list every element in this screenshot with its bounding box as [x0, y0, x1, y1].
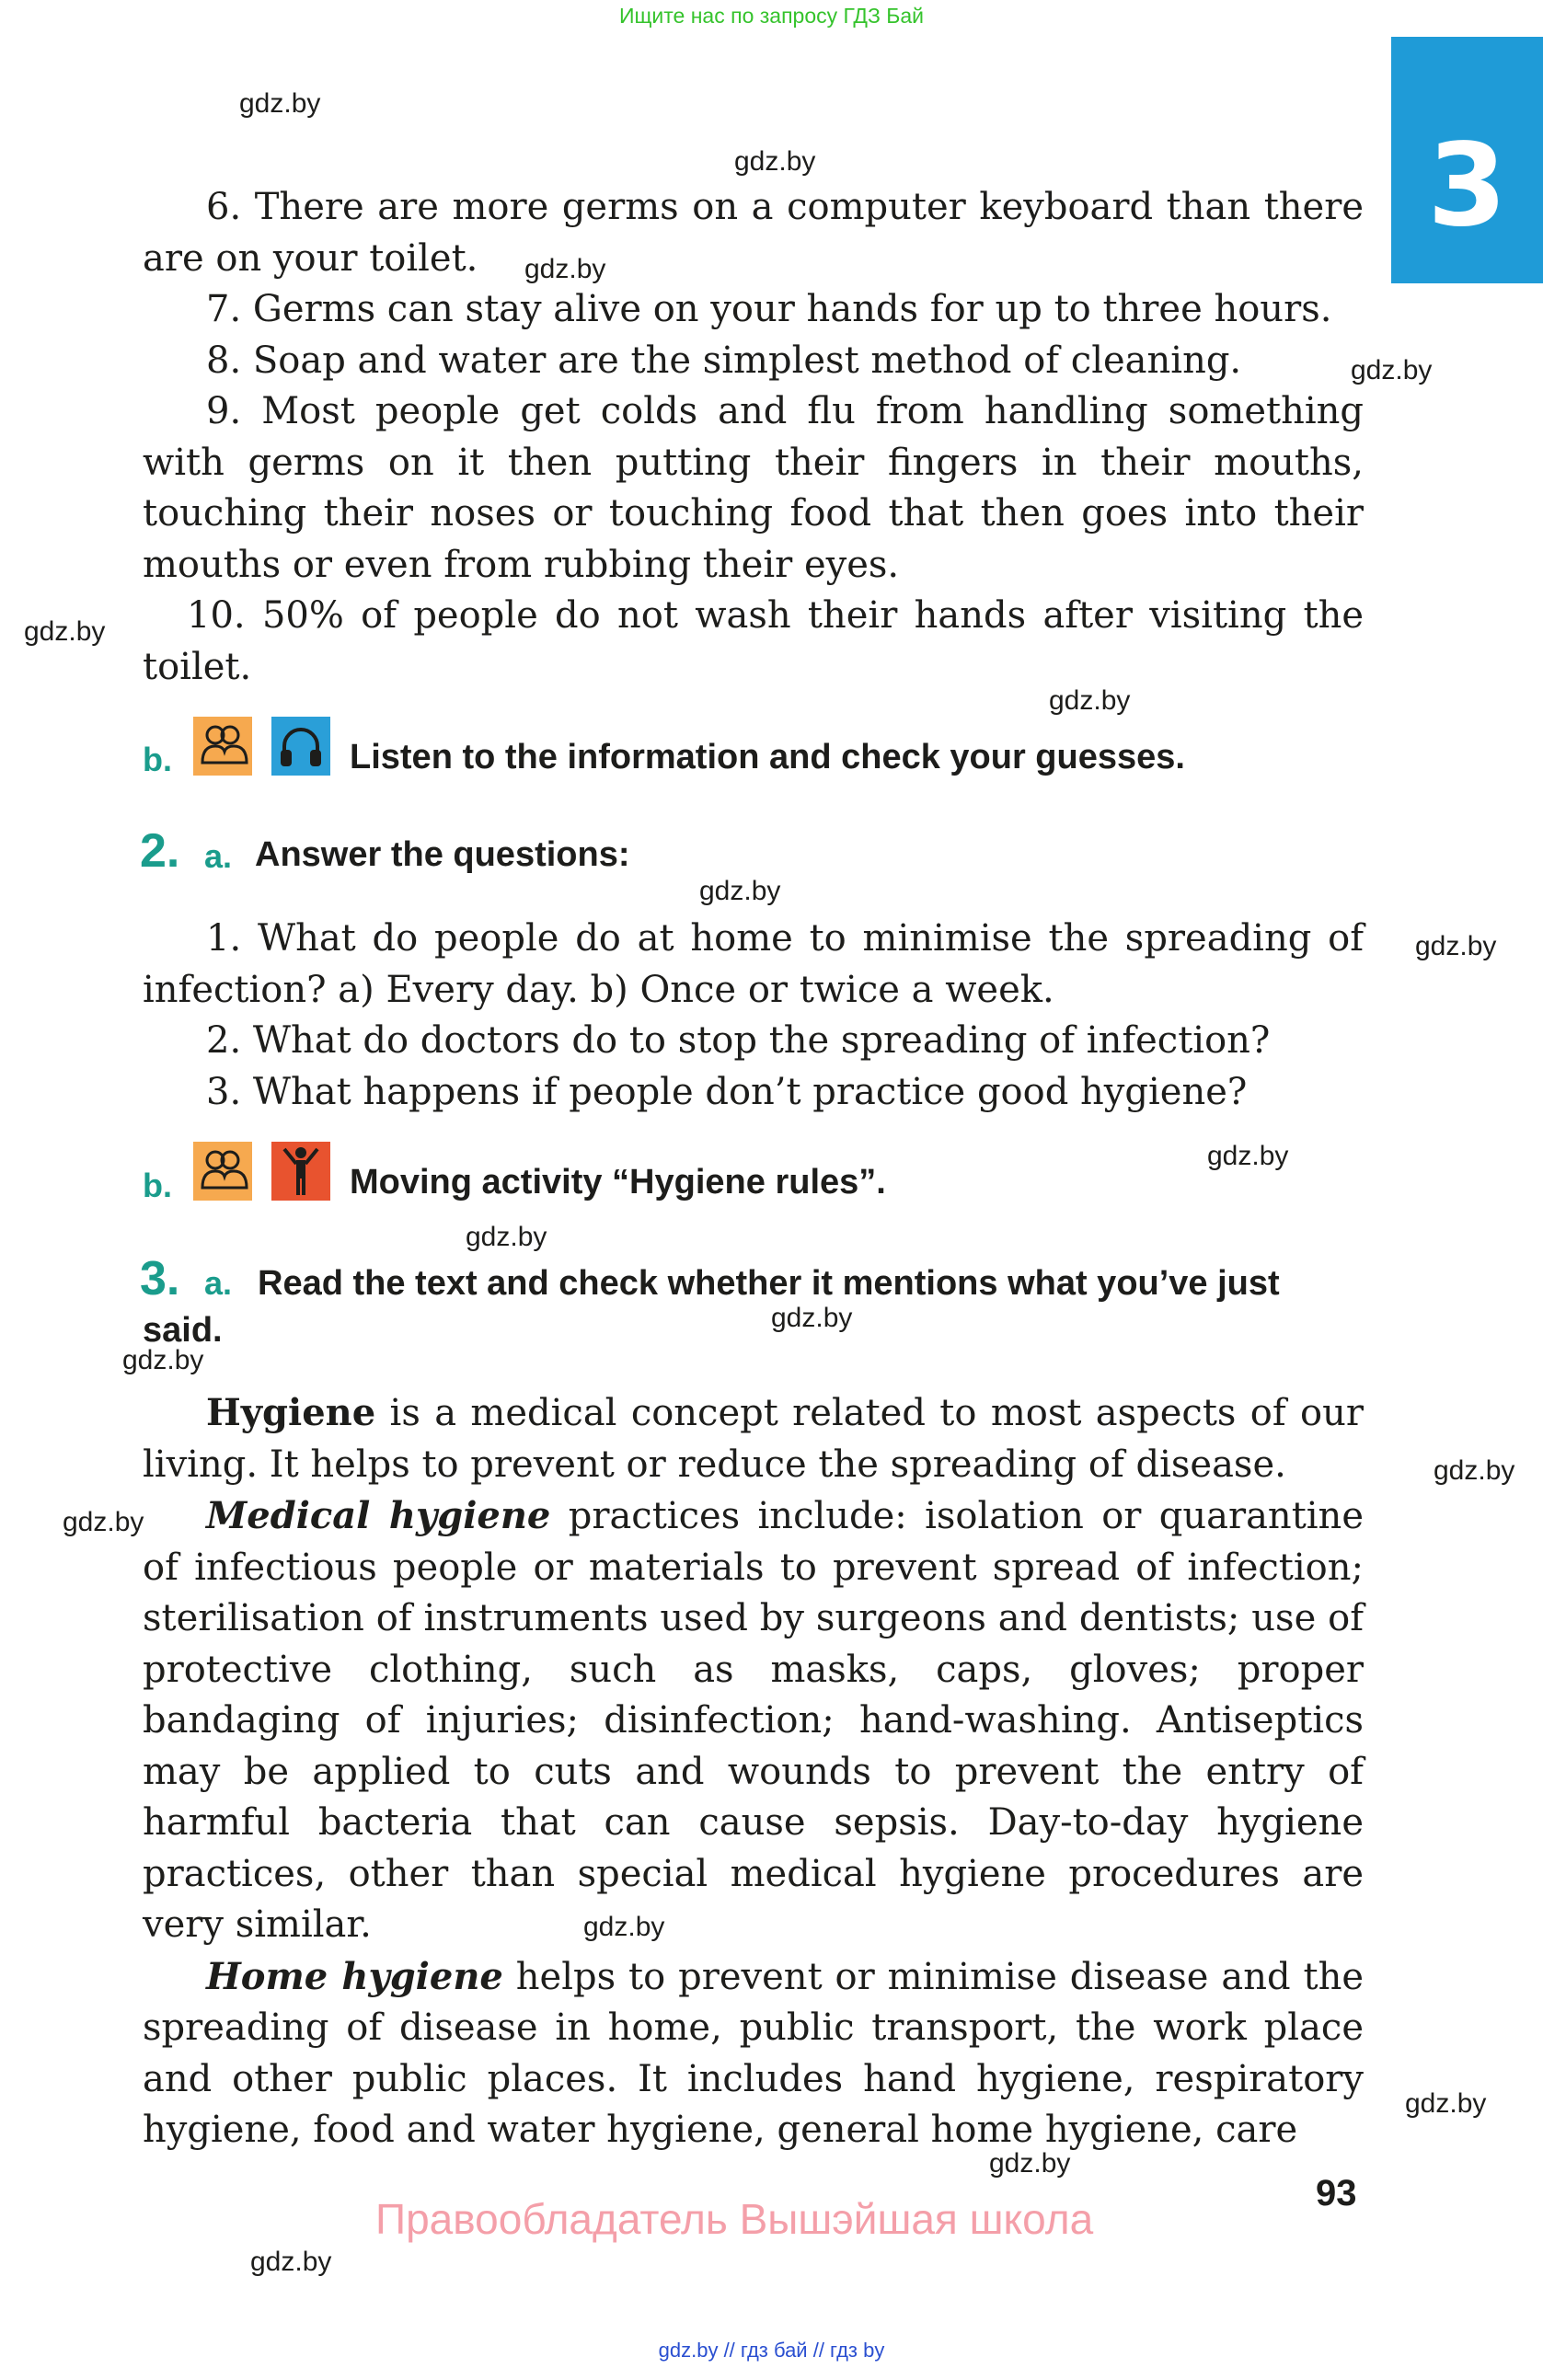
- reading-text: [143, 1387, 1364, 2156]
- watermark: gdz.by: [250, 2247, 332, 2277]
- paragraph: Medical hygiene practices include: isolation or quarantine of infectious people or materials to prevent spread of infection; sterilisation of instruments used by surgeons and dentists; use of protective clothing, such as masks, caps, gloves; proper bandaging of injuries; disinfection; hand-washing. Antiseptics may be applied to cuts and wounds to prevent the entry of harmful bacteria that can cause sepsis. Day-to-day hygiene practices, other than special medical hygiene procedures are very similar.: [143, 1494, 1364, 1946]
- exercise-2b-instruction: Moving activity “Hygiene rules”.: [350, 1163, 886, 1201]
- exercise-2a-letter: a.: [204, 837, 233, 875]
- watermark: gdz.by: [122, 1345, 204, 1375]
- watermark: gdz.by: [239, 88, 321, 119]
- exercise-3a-letter: a.: [204, 1264, 233, 1302]
- list-item: 3. What happens if people don’t practice good hygiene?: [206, 1070, 1248, 1113]
- fact-list: [143, 182, 1364, 693]
- moving-person-icon: [271, 1142, 330, 1201]
- watermark: gdz.by: [1434, 1455, 1515, 1486]
- watermark: gdz.by: [583, 1912, 665, 1942]
- watermark: gdz.by: [63, 1507, 144, 1537]
- watermark: gdz.by: [989, 2148, 1071, 2179]
- watermark: gdz.by: [1415, 931, 1497, 961]
- watermark: gdz.by: [1405, 2088, 1487, 2119]
- copyright-notice: Правообладатель Вышэйшая школа: [375, 2195, 1094, 2243]
- exercise-3-number: 3.: [140, 1252, 180, 1305]
- headphones-icon: [271, 717, 330, 776]
- paragraph: Hygiene is a medical concept related to most aspects of our living. It helps to prevent or reduce the spreading of disease.: [143, 1391, 1364, 1486]
- watermark: gdz.by: [1207, 1141, 1289, 1171]
- watermark: gdz.by: [734, 146, 816, 177]
- chapter-tab: [1391, 37, 1543, 283]
- exercise-2-number: 2.: [140, 824, 180, 878]
- pair-work-icon: [193, 717, 252, 776]
- list-item: 7. Germs can stay alive on your hands for up to three hours.: [206, 288, 1332, 330]
- list-item: 6. There are more germs on a computer keyboard than there are on your toilet.: [143, 186, 1364, 280]
- pair-work-icon: [193, 1142, 252, 1201]
- exercise-1b-letter: b.: [143, 741, 172, 778]
- exercise-1b-instruction: Listen to the information and check your guesses.: [350, 738, 1185, 776]
- list-item: 10. 50% of people do not wash their hands after visiting the toilet.: [143, 594, 1365, 688]
- list-item: 1. What do people do at home to minimise the spreading of infection? a) Every day. b) Once or twice a week.: [143, 917, 1364, 1011]
- watermark: gdz.by: [24, 616, 106, 647]
- exercise-3a-instruction: Read the text and check whether it mentions what you’ve just said.: [143, 1264, 1280, 1350]
- watermark: gdz.by: [524, 254, 606, 284]
- watermark: gdz.by: [699, 876, 781, 906]
- exercise-2a-instruction: Answer the questions:: [255, 835, 630, 874]
- watermark: gdz.by: [1049, 685, 1131, 716]
- list-item: 9. Most people get colds and flu from handling something with germs on it then putting their fingers in their mouths, touching their noses or touching food that then goes into their mouths or even from rubbing their eyes.: [143, 390, 1364, 586]
- top-search-link[interactable]: Ищите нас по запросу ГДЗ Бай: [618, 4, 925, 28]
- watermark: gdz.by: [466, 1222, 547, 1252]
- list-item: 2. What do doctors do to stop the spreading of infection?: [206, 1019, 1271, 1062]
- watermark: gdz.by: [1351, 355, 1433, 385]
- footer-links[interactable]: gdz.by // гдз бай // гдз by: [658, 2339, 885, 2362]
- paragraph: Home hygiene helps to prevent or minimise disease and the spreading of disease in home, public transport, the work place and other public places. It includes hand hygiene, respiratory hygiene, food and water hygiene, general home hygiene, care: [143, 1954, 1365, 2151]
- exercise-2b-letter: b.: [143, 1167, 172, 1204]
- page-number: 93: [1316, 2173, 1357, 2213]
- chapter-number: 3: [1427, 120, 1507, 252]
- question-list: [143, 914, 1364, 1118]
- watermark: gdz.by: [771, 1303, 853, 1333]
- list-item: 8. Soap and water are the simplest method of cleaning.: [206, 339, 1242, 382]
